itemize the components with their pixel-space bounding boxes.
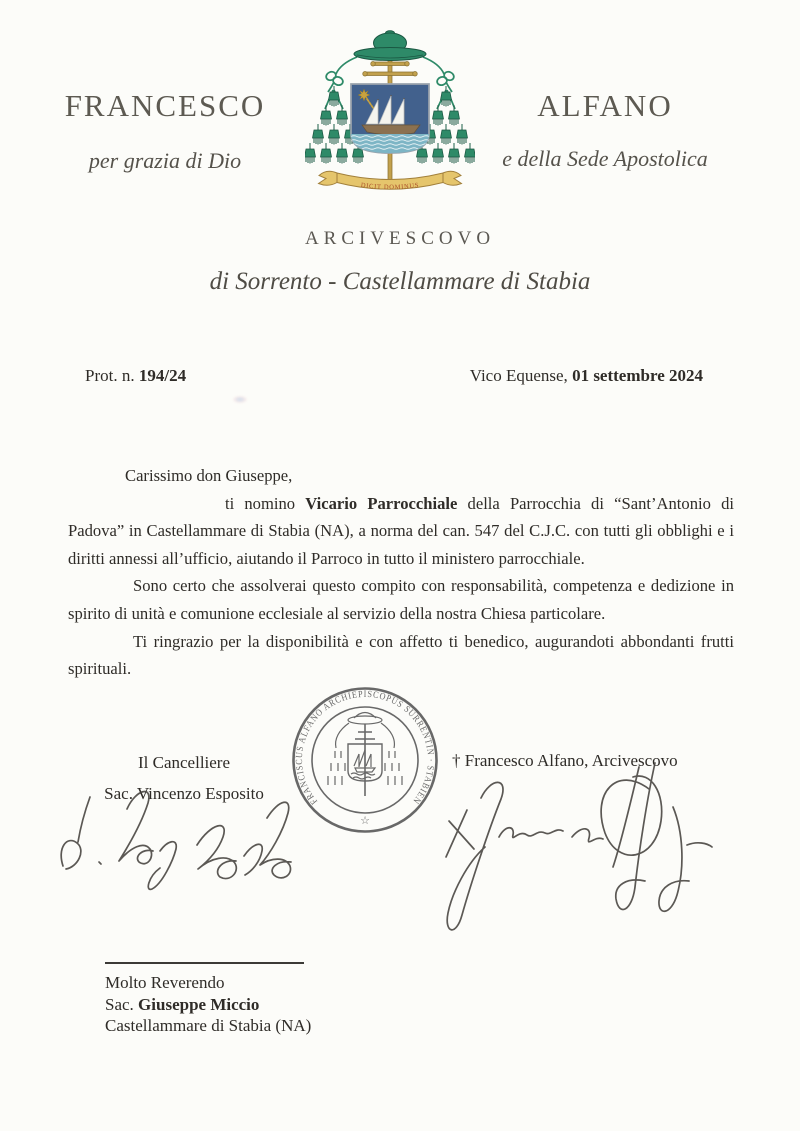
dateline-date: 01 settembre 2024 bbox=[572, 366, 703, 385]
tagline-right: e della Sede Apostolica bbox=[502, 146, 708, 171]
dateline-place: Vico Equense, bbox=[469, 366, 573, 385]
appointment-paragraph bbox=[68, 490, 734, 573]
recipient-title: Sac. bbox=[105, 994, 139, 1014]
title-arcivescovo: ARCIVESCOVO bbox=[304, 228, 496, 249]
chancellor-name: Sac. Vincenzo Esposito bbox=[104, 784, 264, 803]
name-last: ALFANO bbox=[537, 88, 673, 123]
recipient-line3: Castellammare di Stabia (NA) bbox=[105, 1016, 312, 1035]
protocol-line bbox=[85, 366, 186, 386]
archbishop-signature-line: † Francesco Alfano, Arcivescovo bbox=[452, 751, 678, 770]
scan-artifact bbox=[233, 396, 247, 403]
letter-body bbox=[68, 462, 734, 683]
protocol-label: Prot. n. bbox=[85, 366, 139, 385]
seal-star: ☆ bbox=[360, 815, 370, 827]
see-line: di Sorrento - Castellammare di Stabia bbox=[209, 268, 591, 295]
paragraph-2: Sono certo che assolverai questo compito con responsabilità, competenza e dedizione in spirito di unità e comunione ecclesiale al servizio della nostra Chiesa particolare. bbox=[68, 576, 734, 623]
salutation: Carissimo don Giuseppe, bbox=[125, 466, 293, 485]
recipient-rule bbox=[105, 962, 304, 964]
appointment-pre: ti nomino bbox=[225, 493, 306, 513]
protocol-number: 194/24 bbox=[138, 366, 187, 385]
recipient-line2 bbox=[105, 994, 311, 1016]
appointment-title: Vicario Parrocchiale bbox=[305, 493, 458, 513]
seal-crest-icon bbox=[328, 713, 402, 797]
recipient-line1: Molto Reverendo bbox=[105, 973, 225, 992]
chancellor-block bbox=[100, 747, 268, 809]
dateline bbox=[470, 366, 703, 386]
crest-motto: DICIT DOMINUS bbox=[360, 181, 420, 192]
paragraph-3: Ti ringrazio per la disponibilità e con affetto ti benedico, augurandoti abbondanti frutti spirituali. bbox=[68, 631, 734, 679]
galero-hat bbox=[354, 31, 426, 61]
signature-archbishop-icon bbox=[446, 763, 712, 930]
name-first: FRANCESCO bbox=[64, 88, 266, 123]
tagline-left: per grazia di Dio bbox=[88, 148, 242, 173]
coat-of-arms-icon bbox=[305, 26, 475, 204]
recipient-name: Giuseppe Miccio bbox=[138, 994, 260, 1014]
chancellor-role: Il Cancelliere bbox=[137, 753, 231, 772]
appointment-post: della Parrocchia di “Sant’Antonio di Padova” in Castellammare di Stabia (NA), a norma del can. 547 del C.J.C. con tutti gli obblighi e i diritti annessi all’ufficio, aiutando il Parroco in tutto il ministero parrocchiale. bbox=[68, 493, 734, 568]
recipient-block bbox=[105, 972, 311, 1037]
seal-ring-text: FRANCISCUS ALFANO ARCHIEPISCOPUS SURRENTIN · STABIEN bbox=[294, 689, 436, 807]
seal-stamp-icon bbox=[289, 684, 441, 836]
